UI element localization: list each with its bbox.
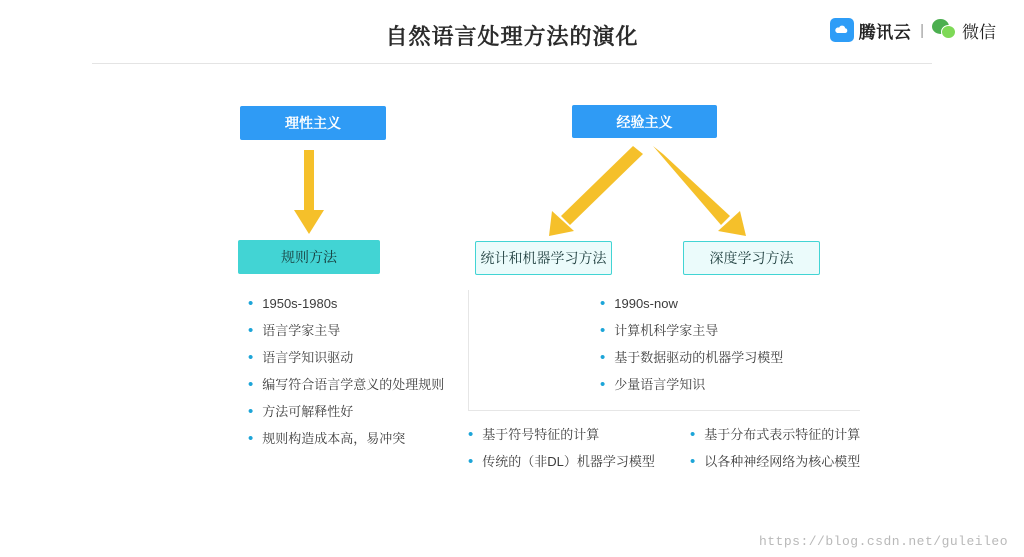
bullet-list-right — [600, 296, 850, 404]
list-item: • 基于分布式表示特征的计算 — [690, 426, 861, 443]
tencent-cloud-icon — [830, 18, 854, 42]
bullet-list-left — [248, 296, 478, 458]
bullet-dot-icon: • — [690, 426, 696, 443]
horizontal-divider — [468, 410, 860, 411]
wechat-icon — [932, 19, 957, 41]
list-item: • 计算机科学家主导 — [600, 322, 719, 339]
arrow-empiricism-to-statistical — [549, 146, 643, 236]
watermark: https://blog.csdn.net/guleileo — [758, 534, 1008, 549]
node-rule-method[interactable]: 规则方法 — [238, 240, 380, 274]
bullet-dot-icon: • — [600, 295, 606, 312]
header-divider — [92, 63, 932, 64]
page-title: 自然语言处理方法的演化 — [385, 24, 639, 49]
list-item: • 编写符合语言学意义的处理规则 — [248, 376, 445, 393]
node-statistical-ml[interactable]: 统计和机器学习方法 — [475, 241, 612, 275]
bullet-dot-icon: • — [600, 322, 606, 339]
list-item: • 规则构造成本高，易冲突 — [248, 430, 406, 447]
bullet-dot-icon: • — [248, 322, 254, 339]
list-item: • 传统的（非DL）机器学习模型 — [468, 453, 655, 470]
brand-cloud-label: 腾讯云 — [858, 22, 912, 42]
bullet-dot-icon: • — [248, 295, 254, 312]
brand-logo-group — [830, 16, 996, 44]
list-item: • 少量语言学知识 — [600, 376, 706, 393]
list-item: • 语言学知识驱动 — [248, 349, 354, 366]
bullet-dot-icon: • — [468, 426, 474, 443]
list-item: • 语言学家主导 — [248, 322, 341, 339]
node-empiricism[interactable]: 经验主义 — [572, 105, 717, 138]
list-item: • 1990s-now — [600, 295, 678, 312]
bullet-dot-icon: • — [468, 453, 474, 470]
list-item: • 以各种神经网络为核心模型 — [690, 453, 861, 470]
brand-separator: | — [920, 21, 924, 39]
bullet-dot-icon: • — [248, 376, 254, 393]
node-rationalism[interactable]: 理性主义 — [240, 106, 386, 140]
list-item: • 方法可解释性好 — [248, 403, 354, 420]
bullet-dot-icon: • — [600, 376, 606, 393]
bullet-dot-icon: • — [248, 403, 254, 420]
list-item: • 1950s-1980s — [248, 295, 338, 312]
arrow-rationalism-to-rule — [294, 150, 324, 234]
list-item: • 基于符号特征的计算 — [468, 426, 600, 443]
bullet-dot-icon: • — [600, 349, 606, 366]
bullet-dot-icon: • — [690, 453, 696, 470]
bullet-list-bottom-left — [468, 427, 668, 481]
arrow-empiricism-to-deeplearning — [653, 146, 746, 236]
bullet-list-bottom-right — [690, 427, 910, 481]
brand-wechat-label: 微信 — [962, 22, 996, 42]
bullet-dot-icon: • — [248, 430, 254, 447]
bullet-dot-icon: • — [248, 349, 254, 366]
slide-header — [0, 0, 1024, 64]
list-item: • 基于数据驱动的机器学习模型 — [600, 349, 784, 366]
node-deep-learning[interactable]: 深度学习方法 — [683, 241, 820, 275]
